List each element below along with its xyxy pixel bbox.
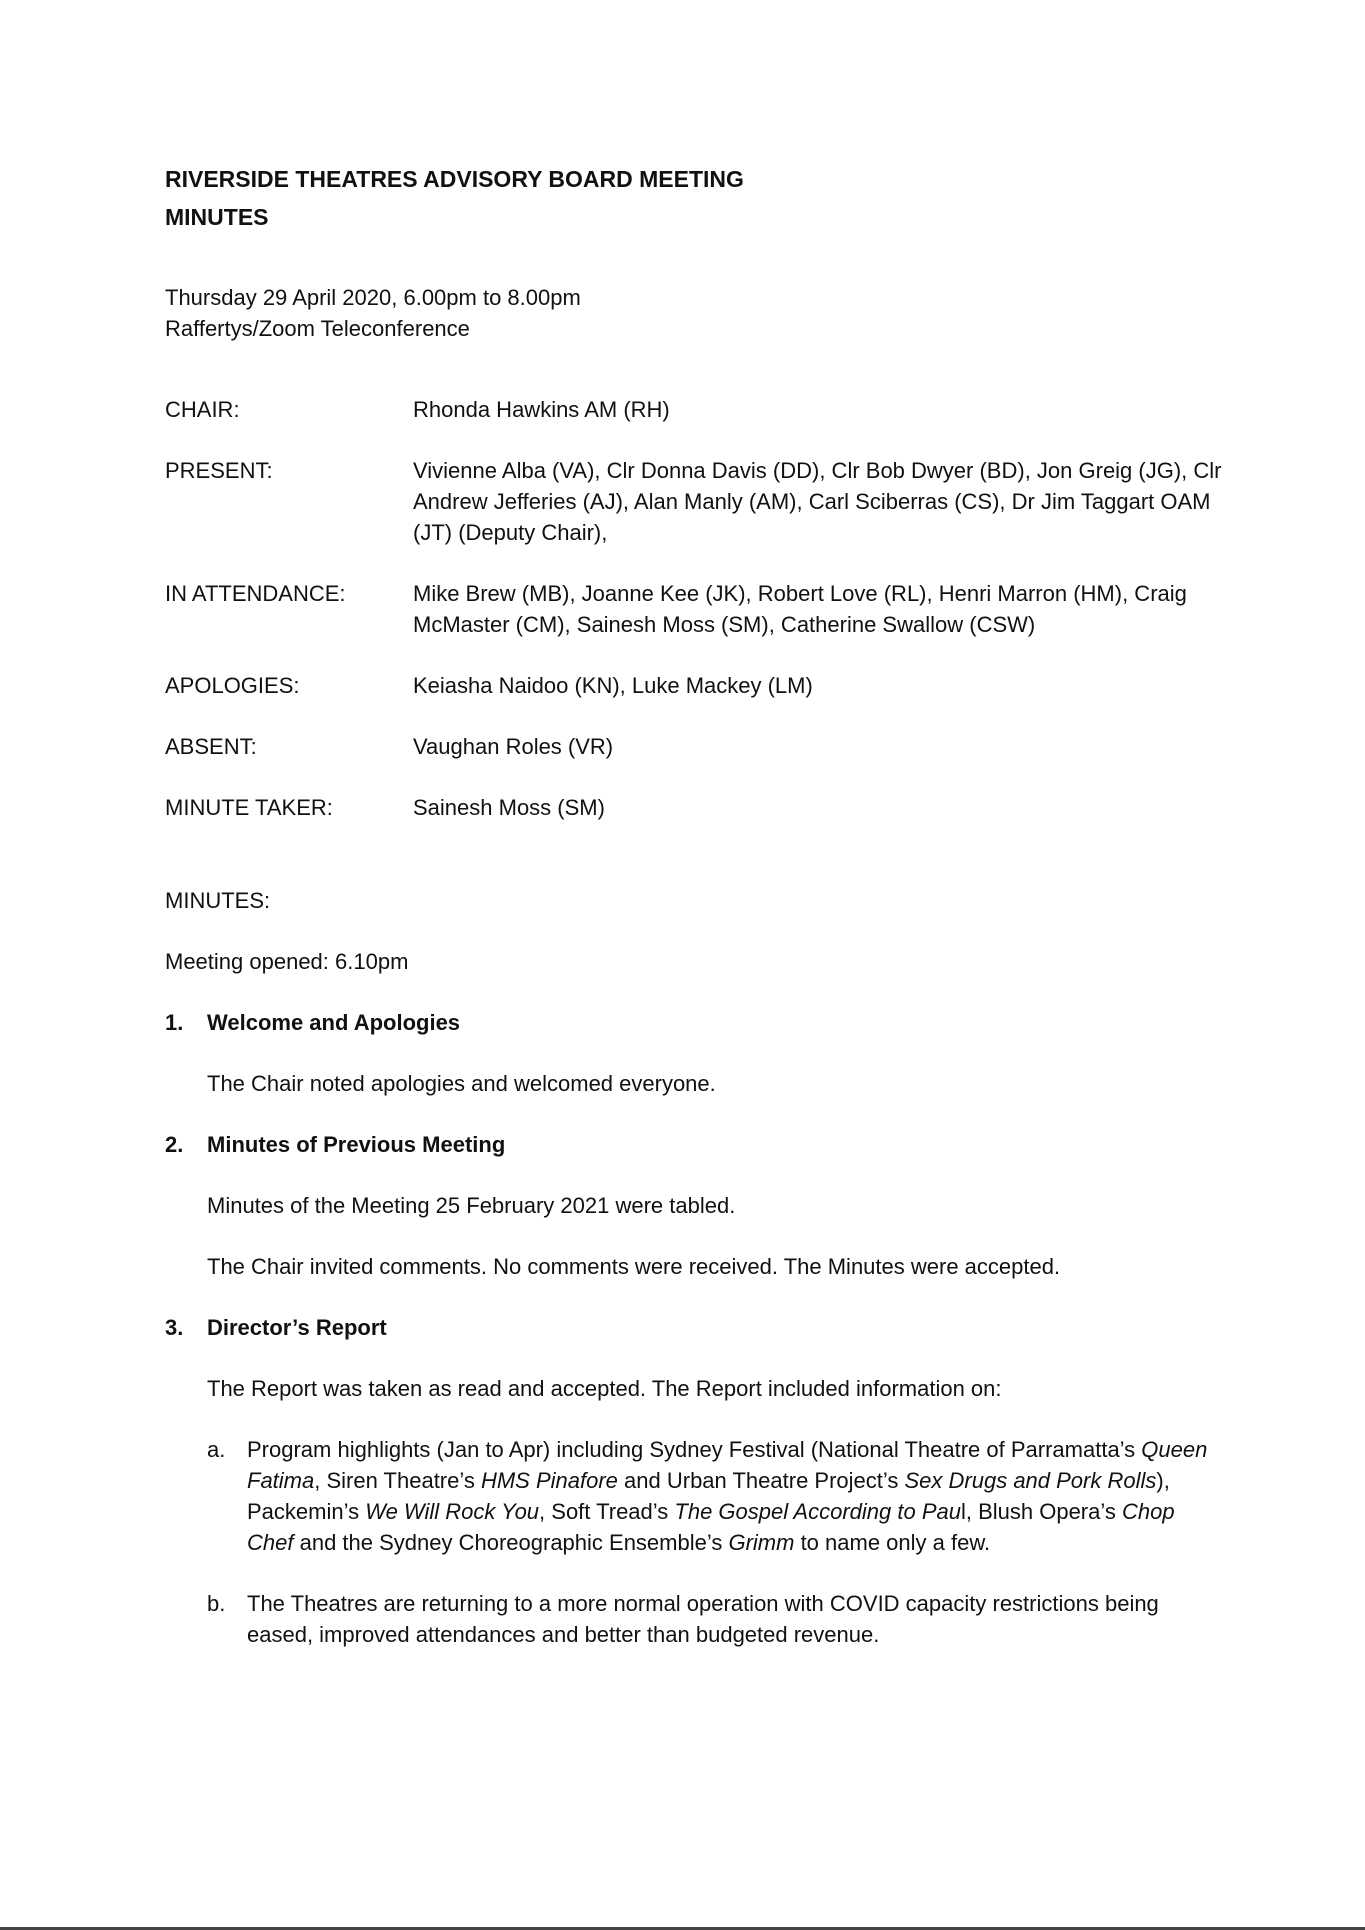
meeting-location: Raffertys/Zoom Teleconference xyxy=(165,316,470,341)
attendance-row-apologies xyxy=(165,670,1225,701)
section-number: 1. xyxy=(165,1010,184,1035)
list-item xyxy=(207,1434,1225,1558)
show-title: Chop Chef xyxy=(247,1499,1175,1555)
minutes-label: MINUTES: xyxy=(165,888,271,913)
list-item-text: The Theatres are returning to a more normal operation with COVID capacity restrictions being eased, improved attendances and better than budgeted revenue. xyxy=(247,1591,1159,1647)
attendance-label: CHAIR: xyxy=(165,397,240,422)
attendance-label: ABSENT: xyxy=(165,734,257,759)
attendance-block xyxy=(165,394,1225,823)
text-run: and Urban Theatre Project’s xyxy=(617,1468,905,1493)
section-welcome xyxy=(165,1007,1225,1099)
paragraph: The Chair invited comments. No comments were received. The Minutes were accepted. xyxy=(207,1254,1061,1279)
meeting-opened: Meeting opened: 6.10pm xyxy=(165,949,409,974)
attendance-row-absent xyxy=(165,731,1225,762)
meeting-meta xyxy=(165,282,1225,344)
attendance-row-minute-taker xyxy=(165,792,1225,823)
text-run: to name only a few. xyxy=(794,1530,991,1555)
list-item-text xyxy=(247,1434,1225,1558)
section-title: Director’s Report xyxy=(207,1315,387,1340)
show-title: We Will Rock You xyxy=(365,1499,540,1524)
attendance-value: Mike Brew (MB), Joanne Kee (JK), Robert Love (RL), Henri Marron (HM), Craig McMaster (CM), Sainesh Moss (SM), Catherine Swallow (CSW) xyxy=(413,581,1187,637)
attendance-value: Keiasha Naidoo (KN), Luke Mackey (LM) xyxy=(413,673,813,698)
text-run: , Soft Tread’s xyxy=(539,1499,675,1524)
attendance-row-chair xyxy=(165,394,1225,425)
attendance-row-present xyxy=(165,455,1225,548)
attendance-label: PRESENT: xyxy=(165,458,273,483)
attendance-row-in-attendance xyxy=(165,578,1225,640)
show-title: HMS Pinafore xyxy=(480,1468,618,1493)
show-title: Grimm xyxy=(728,1530,795,1555)
meeting-date-time: Thursday 29 April 2020, 6.00pm to 8.00pm xyxy=(165,285,581,310)
attendance-value: Rhonda Hawkins AM (RH) xyxy=(413,397,670,422)
attendance-value: Vivienne Alba (VA), Clr Donna Davis (DD), Clr Bob Dwyer (BD), Jon Greig (JG), Clr Andrew Jefferies (AJ), Alan Manly (AM), Carl Sciberras (CS), Dr Jim Taggart OAM (JT) (Deputy Chair), xyxy=(413,458,1222,545)
text-run: , Siren Theatre’s xyxy=(314,1468,481,1493)
section-heading xyxy=(165,1129,1225,1160)
attendance-value: Vaughan Roles (VR) xyxy=(413,734,614,759)
document-title xyxy=(165,160,1225,236)
list-marker: a. xyxy=(207,1437,226,1462)
document-body xyxy=(165,160,1225,1650)
section-title: Welcome and Apologies xyxy=(207,1010,461,1035)
list-item xyxy=(207,1588,1225,1650)
section-number: 2. xyxy=(165,1132,184,1157)
text-run: l, Blush Opera’s xyxy=(960,1499,1122,1524)
paragraph: The Report was taken as read and accepted. The Report included information on: xyxy=(207,1376,1002,1401)
section-heading xyxy=(165,1312,1225,1343)
show-title: Sex Drugs and Pork Rolls xyxy=(904,1468,1157,1493)
attendance-label: APOLOGIES: xyxy=(165,673,300,698)
attendance-value: Sainesh Moss (SM) xyxy=(413,795,605,820)
section-previous-minutes xyxy=(165,1129,1225,1282)
title-line-2: MINUTES xyxy=(165,204,269,230)
section-heading xyxy=(165,1007,1225,1038)
paragraph: Minutes of the Meeting 25 February 2021 were tabled. xyxy=(207,1193,736,1218)
list-marker: b. xyxy=(207,1591,226,1616)
attendance-label: IN ATTENDANCE: xyxy=(165,581,346,606)
text-run: Program highlights (Jan to Apr) including Sydney Festival (National Theatre of Parramatta’s xyxy=(247,1437,1142,1462)
section-number: 3. xyxy=(165,1315,184,1340)
show-title: Queen Fatima xyxy=(247,1437,1208,1493)
section-title: Minutes of Previous Meeting xyxy=(207,1132,506,1157)
title-line-1: RIVERSIDE THEATRES ADVISORY BOARD MEETING xyxy=(165,166,744,192)
attendance-label: MINUTE TAKER: xyxy=(165,795,333,820)
text-run: and the Sydney Choreographic Ensemble’s xyxy=(293,1530,729,1555)
text-run: ), Packemin’s xyxy=(247,1468,1170,1524)
show-title: The Gospel According to Pau xyxy=(674,1499,961,1524)
section-directors-report xyxy=(165,1312,1225,1650)
paragraph: The Chair noted apologies and welcomed everyone. xyxy=(207,1071,716,1096)
